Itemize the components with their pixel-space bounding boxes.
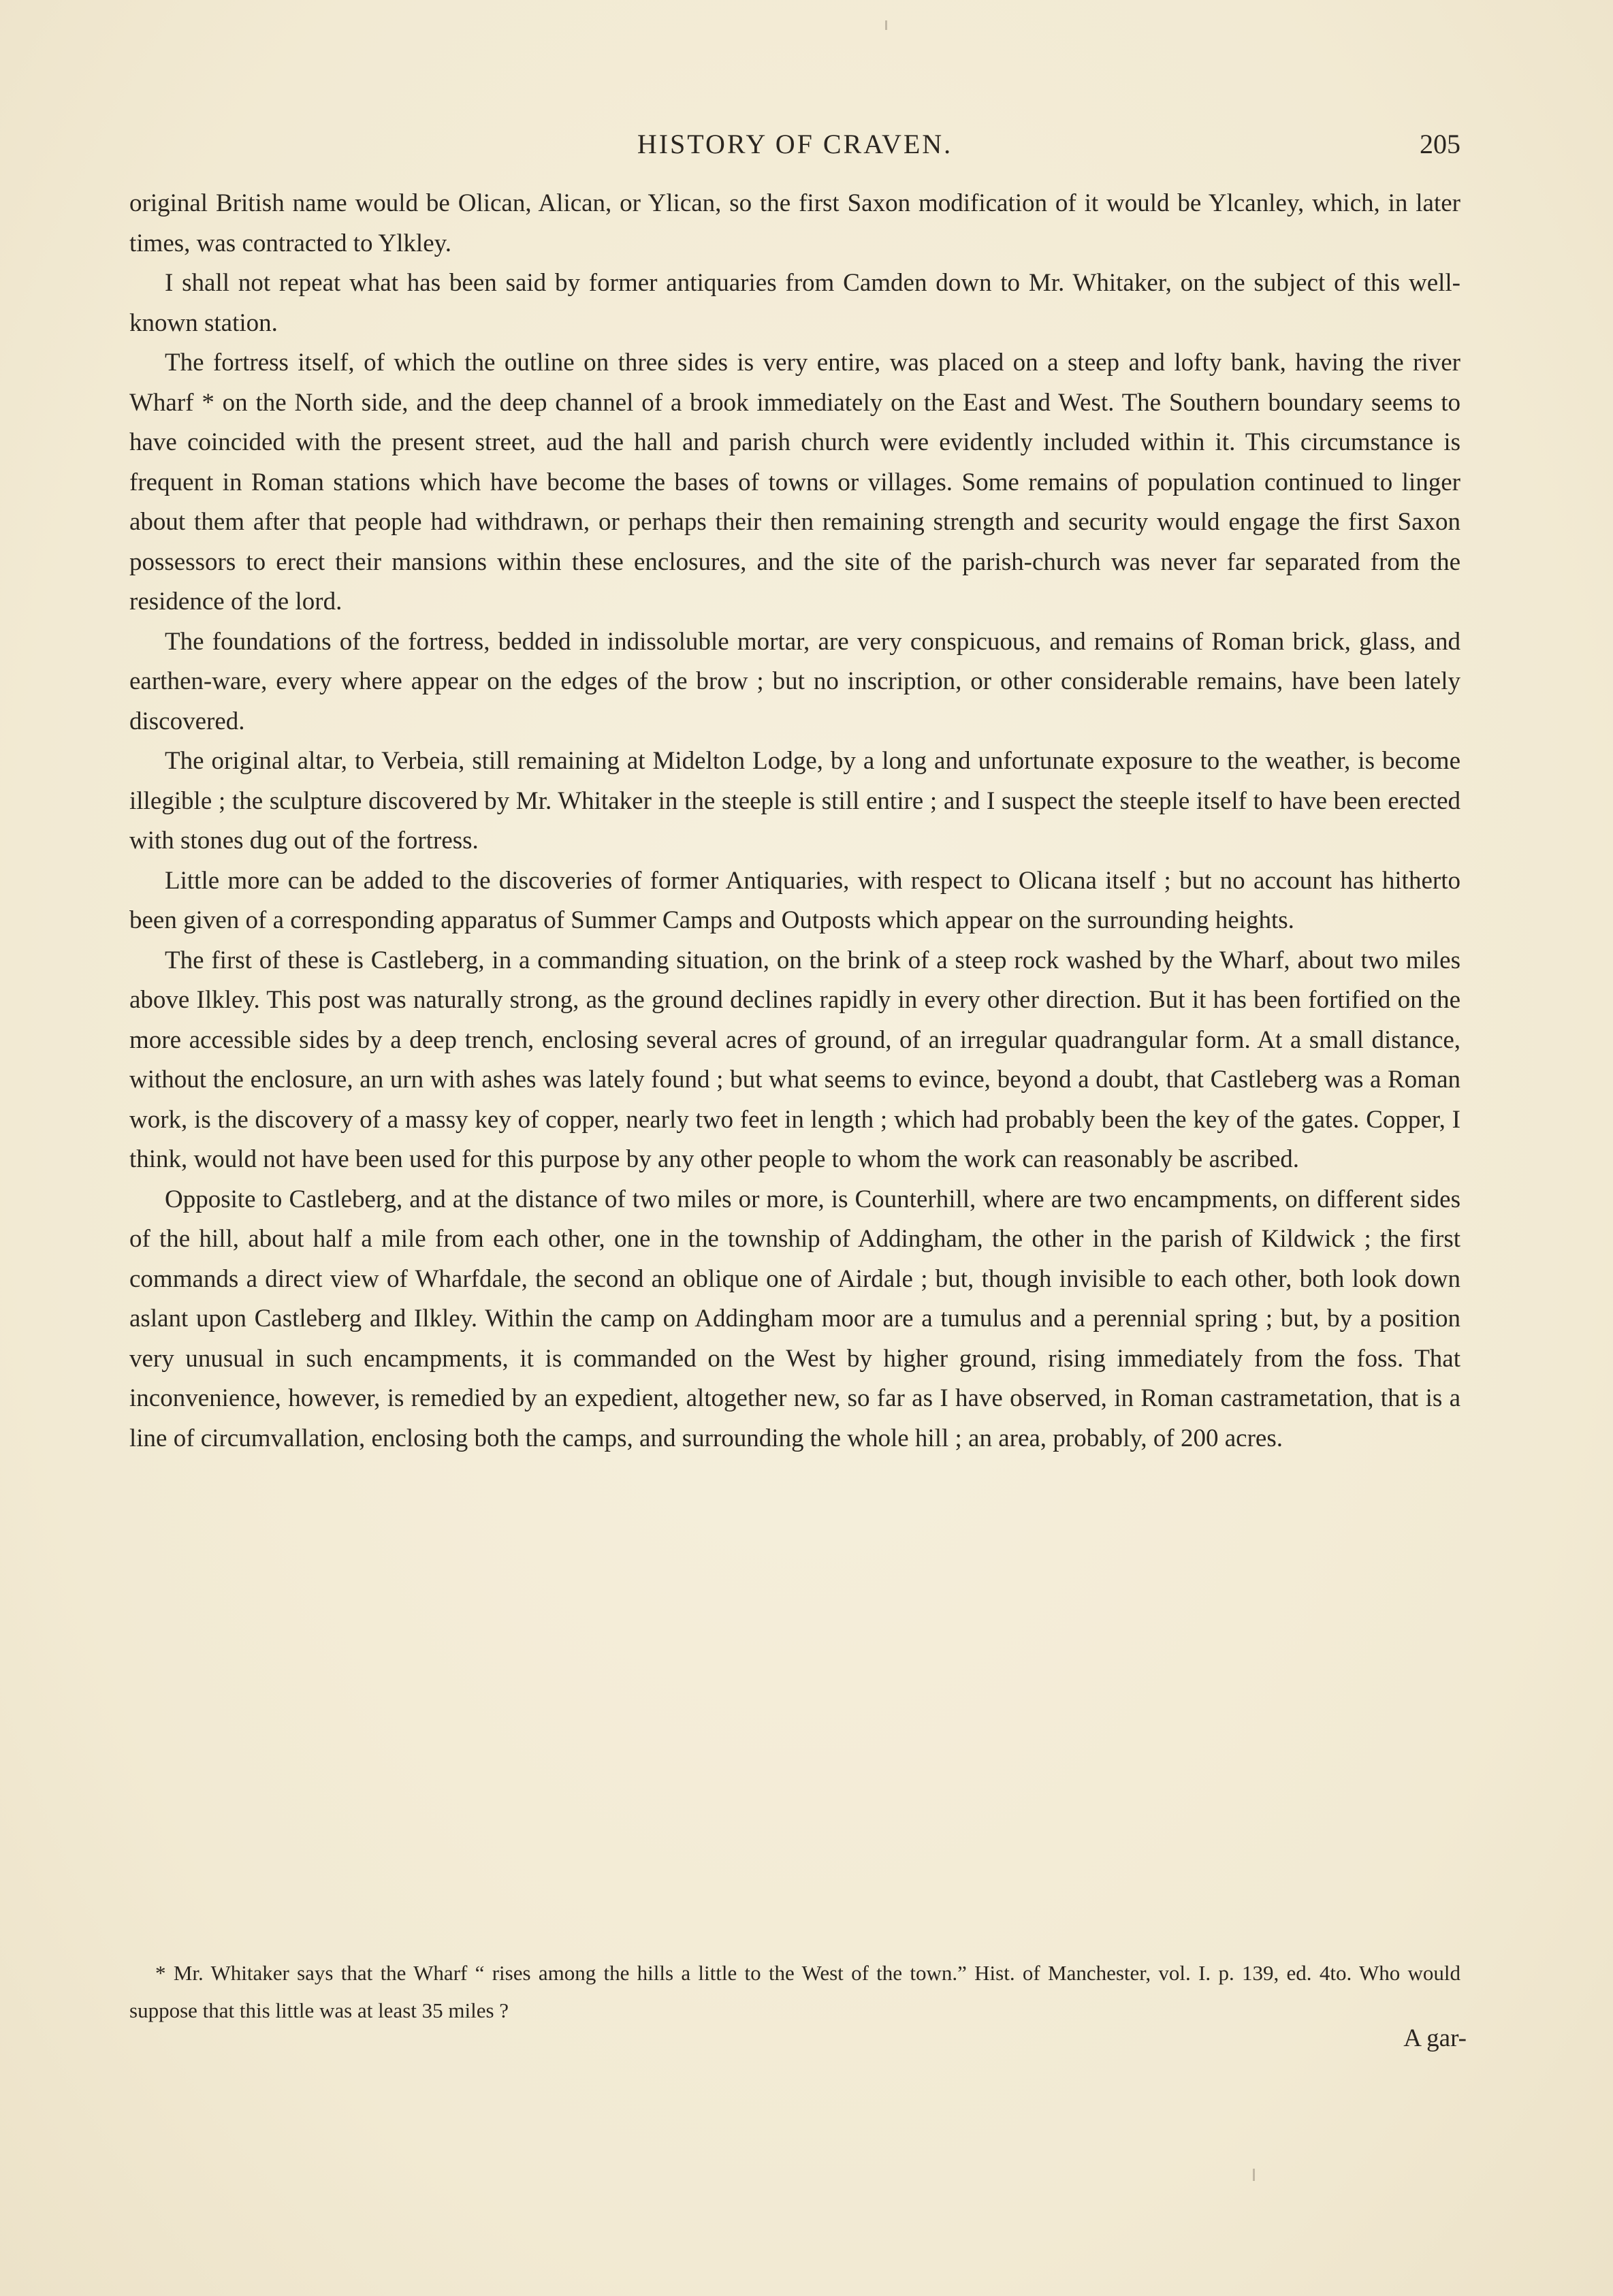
footnote-marker: * <box>155 1961 166 1985</box>
paragraph-7: The first of these is Castleberg, in a commanding situation, on the brink of a steep rock washed by the Wharf, about two miles above Ilkley. This post was naturally strong, as the ground declines rapidly in every other direction. But it has been fortified on the more accessible sides by a deep trench, enclosing several acres of ground, of an irregular quadrangular form. At a small distance, without the enclosure, an urn with ashes was lately found ; but what seems to evince, beyond a doubt, that Castleberg was a Roman work, is the discovery of a massy key of copper, nearly two feet in length ; which had probably been the key of the gates. Copper, I think, would not have been used for this purpose by any other people to whom the work can reasonably be ascribed. <box>129 946 1460 1173</box>
footnotes <box>129 1954 1460 2029</box>
paragraph-5: The original altar, to Verbeia, still remaining at Midelton Lodge, by a long and unfortunate exposure to the weather, is become illegible ; the sculpture discovered by Mr. Whitaker in the steeple is still entire ; and I suspect the steeple itself to have been erected with stones dug out of the fortress. <box>129 747 1460 855</box>
paragraph-1: original British name would be Olican, Alican, or Ylican, so the first Saxon modification of it would be Ylcanley, which, in later times, was contracted to Ylkley. <box>129 189 1460 257</box>
paragraph-8: Opposite to Castleberg, and at the distance of two miles or more, is Counterhill, where are two encampments, on different sides of the hill, about half a mile from each other, one in the township of Addingham, the other in the parish of Kildwick ; the first commands a direct view of Wharfdale, the second an oblique one of Airdale ; but, though invisible to each other, both look down aslant upon Castleberg and Ilkley. Within the camp on Addingham moor are a tumulus and a perennial spring ; but, by a position very unusual in such encampments, it is commanded on the West by higher ground, rising immediately from the foss. That inconvenience, however, is remedied by an expedient, altogether new, so far as I have observed, in Roman castrametation, that is a line of circumvallation, enclosing both the camps, and surrounding the whole hill ; an area, probably, of 200 acres. <box>129 1185 1460 1452</box>
body-text <box>129 184 1460 1458</box>
paper-speck <box>1253 2169 1255 2181</box>
footnote-text: Mr. Whitaker says that the Wharf “ rises among the hills a little to the West of the town.” Hist. of Manchester, vol. I. p. 139, ed. 4to. Who would suppose that this little was at least 35 miles ? <box>129 1961 1461 2022</box>
running-title: HISTORY OF CRAVEN. <box>637 129 953 159</box>
running-head <box>129 128 1460 176</box>
paragraph-6: Little more can be added to the discoveries of former Antiquaries, with respect to Olicana itself ; but no account has hitherto been given of a corresponding apparatus of Summer Camps and Outposts which appear on the surrounding heights. <box>129 866 1460 934</box>
paragraph-2: I shall not repeat what has been said by former antiquaries from Camden down to Mr. Whitaker, on the subject of this well-known station. <box>129 269 1460 337</box>
paper-speck <box>885 20 887 30</box>
paragraph-3: The fortress itself, of which the outline on three sides is very entire, was placed on a steep and lofty bank, having the river Wharf * on the North side, and the deep channel of a brook immediately on the East and West. The Southern boundary seems to have coincided with the present street, aud the hall and parish church were evidently included within it. This circumstance is frequent in Roman stations which have become the bases of towns or villages. Some remains of population continued to linger about them after that people had withdrawn, or perhaps their then remaining strength and security would engage the first Saxon possessors to erect their mansions within these enclosures, and the site of the parish-church was never far separated from the residence of the lord. <box>129 349 1460 616</box>
page-number: 205 <box>1420 129 1460 159</box>
footnote <box>129 1954 1460 2029</box>
paragraph-4: The foundations of the fortress, bedded in indissoluble mortar, are very conspicuous, and remains of Roman brick, glass, and earthen-ware, every where appear on the edges of the brow ; but no inscription, or other considerable remains, have been lately discovered. <box>129 627 1460 735</box>
catchword: A gar- <box>1403 2024 1467 2052</box>
